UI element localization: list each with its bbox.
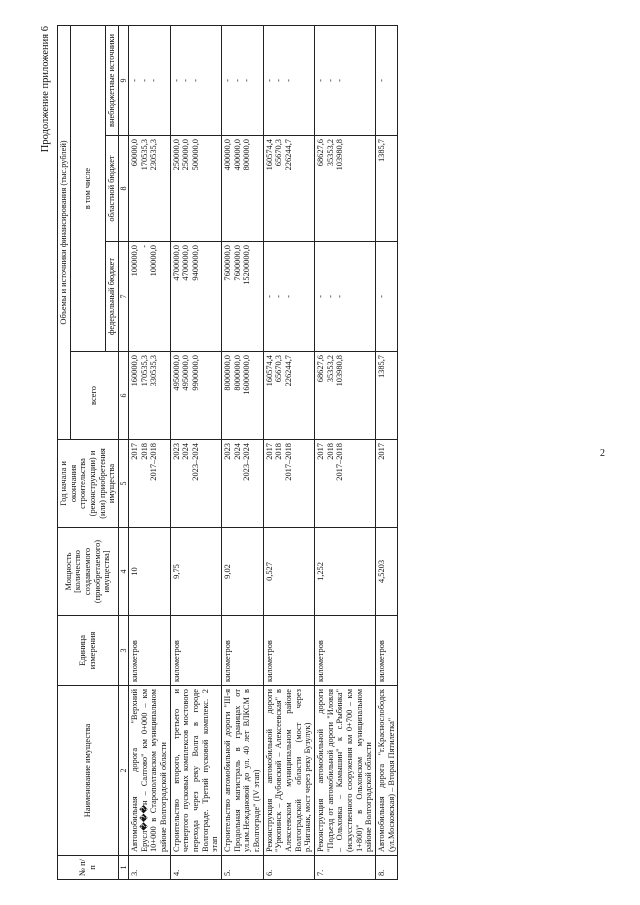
row-years: 2017 — [375, 440, 397, 528]
row-federal: 100000,0 - 100000,0 — [129, 242, 171, 352]
row-no: 5. — [222, 856, 264, 880]
row-years: 2023 2024 2023–2024 — [222, 440, 264, 528]
row-regional: 60000,0 170535,3 230535,3 — [129, 136, 171, 242]
row-unit: километров — [129, 616, 171, 686]
row-extra: - - - — [314, 26, 375, 136]
row-unit: километров — [222, 616, 264, 686]
row-total: 8000000,0 8000000,0 16000000,0 — [222, 352, 264, 440]
header-extra: внебюджетные источники — [106, 26, 119, 136]
row-years: 2017 2018 2017–2018 — [314, 440, 375, 528]
row-no: 6. — [263, 856, 314, 880]
col-number: 9 — [118, 26, 128, 136]
row-capacity: 10 — [129, 528, 171, 616]
row-name: Реконструкция автомобильной дороги "Урюпинск – Дубовский – Алексеевская" в Алексеевском муниципальном районе Волгоградской области (мост через р.Чиганак, мост через реку Бузулук) — [263, 686, 314, 856]
row-no: 4. — [170, 856, 221, 880]
header-federal: федеральный бюджет — [106, 242, 119, 352]
row-capacity: 1,252 — [314, 528, 375, 616]
row-extra: - - - — [129, 26, 171, 136]
header-capacity: Мощность [количество создаваемого (приобретаемого) имущества] — [58, 528, 119, 616]
row-name: Автомобильная дорога "Верхний Ерусл���н – Салтово" км 0+000 – км 10+000 в Старополтавском муниципальном районе Волгоградской области — [129, 686, 171, 856]
column-number-row — [118, 26, 128, 880]
rotated-sheet — [40, 20, 600, 880]
header-including: в том числе — [70, 26, 106, 352]
row-regional: 400000,0 400000,0 800000,0 — [222, 136, 264, 242]
row-no: 8. — [375, 856, 397, 880]
row-extra: - - - — [170, 26, 221, 136]
header-unit: Единица измерения — [58, 616, 119, 686]
row-unit: километров — [263, 616, 314, 686]
investment-table — [57, 25, 398, 880]
col-number: 3 — [118, 616, 128, 686]
row-name: Строительство автомобильной дороги "III-я Продольная магистраль в границах от ул.им.Неждановой до ул. 40 лет ВЛКСМ в г.Волгограде" (IV этап) — [222, 686, 264, 856]
row-extra: - - - — [222, 26, 264, 136]
row-regional: 160574,4 65670,3 226244,7 — [263, 136, 314, 242]
row-extra: - — [375, 26, 397, 136]
row-name: Строительство второго, третьего и четвертого пусковых комплексов мостового перехода через реку Волга в городе Волгограде. Третий пусковой комплекс. 2 этап — [170, 686, 221, 856]
appendix-heading: Продолжение приложения 6 — [40, 26, 51, 153]
row-regional: 68627,6 35353,2 103980,8 — [314, 136, 375, 242]
row-years: 2017 2018 2017–2018 — [129, 440, 171, 528]
row-total: 4950000,0 4950000,0 9900000,0 — [170, 352, 221, 440]
row-extra: - - - — [263, 26, 314, 136]
row-federal: - — [375, 242, 397, 352]
row-name: Автомобильная дорога "г.Краснослободск (ул.Московская) – Вторая Пятилетка" — [375, 686, 397, 856]
row-unit: километров — [375, 616, 397, 686]
row-unit: километров — [314, 616, 375, 686]
col-number: 2 — [118, 686, 128, 856]
row-capacity: 4,5203 — [375, 528, 397, 616]
row-total: 160574,4 65670,3 226244,7 — [263, 352, 314, 440]
header-years: Год начала и окончания строительства (реконструкции) и (или) приобретения имущества — [58, 440, 119, 528]
row-federal: 4700000,0 4700000,0 9400000,0 — [170, 242, 221, 352]
row-federal: - - - — [314, 242, 375, 352]
header-regional: областной бюджет — [106, 136, 119, 242]
col-number: 7 — [118, 242, 128, 352]
row-capacity: 9,02 — [222, 528, 264, 616]
row-total: 1385,7 — [375, 352, 397, 440]
row-unit: километров — [170, 616, 221, 686]
table-row — [222, 26, 264, 880]
col-number: 1 — [118, 856, 128, 880]
col-number: 6 — [118, 352, 128, 440]
row-no: 7. — [314, 856, 375, 880]
row-capacity: 0,527 — [263, 528, 314, 616]
row-regional: 250000,0 250000,0 500000,0 — [170, 136, 221, 242]
col-number: 4 — [118, 528, 128, 616]
row-regional: 1385,7 — [375, 136, 397, 242]
row-years: 2023 2024 2023–2024 — [170, 440, 221, 528]
table-row — [314, 26, 375, 880]
row-federal: - - - — [263, 242, 314, 352]
row-name: Реконструкция автомобильной дороги "Подъезд от автомобильной дороги "Иловля – Ольховка – Камышин" к с.Рыбинка" (искусственного сооружения км 0+700 – км 1+800)" в Ольховском муниципальном районе Волгоградской области — [314, 686, 375, 856]
col-number: 5 — [118, 440, 128, 528]
page-number: 2 — [600, 448, 605, 459]
row-federal: 7600000,0 7600000,0 15200000,0 — [222, 242, 264, 352]
table-row — [263, 26, 314, 880]
table-row — [129, 26, 171, 880]
row-total: 68627,6 35353,2 103980,8 — [314, 352, 375, 440]
table-row — [170, 26, 221, 880]
table-row — [375, 26, 397, 880]
header-name: Наименование имущества — [58, 686, 119, 856]
col-number: 8 — [118, 136, 128, 242]
header-total: всего — [70, 352, 118, 440]
row-years: 2017 2018 2017–2018 — [263, 440, 314, 528]
header-no: № п/п — [58, 856, 119, 880]
row-total: 160000,0 170535,3 330535,3 — [129, 352, 171, 440]
row-capacity: 9,75 — [170, 528, 221, 616]
table-body — [118, 26, 397, 880]
row-no: 3. — [129, 856, 171, 880]
header-funding: Объемы и источники финансирования (тыс.рублей) — [58, 26, 71, 440]
